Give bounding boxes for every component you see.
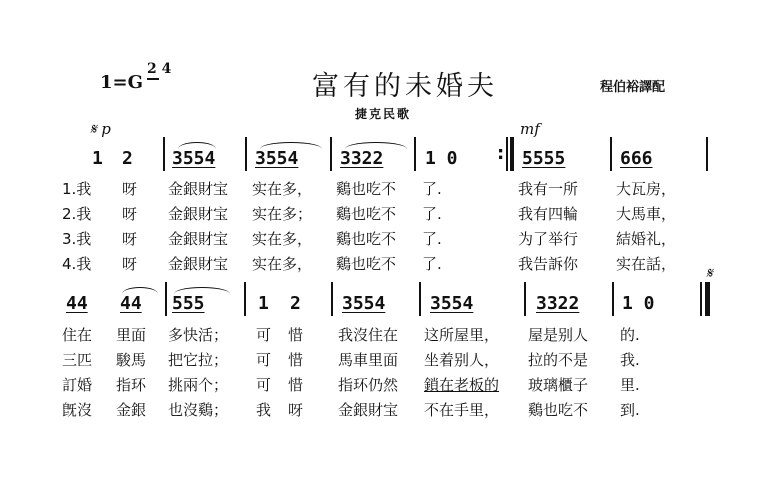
note-group: 1 xyxy=(92,148,103,169)
barline xyxy=(163,137,165,171)
repeat-dots: : xyxy=(497,143,505,164)
lyric: 为了举行 xyxy=(518,230,579,248)
lyric: 馬車里面 xyxy=(338,351,399,369)
meter-top: 2 xyxy=(147,61,157,77)
lyric: 大馬車， xyxy=(616,205,677,223)
note-group: 1 0 xyxy=(622,293,655,314)
barline xyxy=(245,137,247,171)
repeat-barline-thick xyxy=(510,137,514,171)
lyric: 呀 xyxy=(122,180,138,198)
note-group: 3554 xyxy=(255,148,299,169)
lyric: 实在話， xyxy=(616,255,677,273)
lyric: 惜 xyxy=(288,326,304,344)
time-signature xyxy=(147,61,172,77)
lyric: 大瓦房， xyxy=(616,180,677,198)
lyric: 鷄也吃不 xyxy=(336,180,397,198)
lyric: 了. xyxy=(422,255,442,273)
lyric: 坐着别人， xyxy=(424,351,500,369)
lyric: 我有一所 xyxy=(518,180,579,198)
lyric: 可 xyxy=(256,326,272,344)
note-group: 3554 xyxy=(430,293,474,314)
barline xyxy=(419,282,421,316)
note-group: 1 0 xyxy=(425,148,458,169)
lyric: 实在多， xyxy=(252,230,313,248)
barline xyxy=(331,282,333,316)
lyric: 金銀 xyxy=(116,401,147,419)
lyric: 这所屋里， xyxy=(424,326,500,344)
barline xyxy=(165,282,167,316)
lyric: 可 xyxy=(256,351,272,369)
note-group: 3322 xyxy=(340,148,384,169)
lyric: 实在多， xyxy=(252,255,313,273)
lyric: 鎖在老板的 xyxy=(424,376,500,394)
lyric: 呀 xyxy=(288,401,304,419)
slur xyxy=(174,287,230,294)
slur xyxy=(178,142,216,149)
lyric: 了. xyxy=(422,205,442,223)
final-barline-thin xyxy=(700,282,702,316)
lyric: 我有四輪 xyxy=(518,205,579,223)
song-origin: 捷克民歌 xyxy=(355,107,412,121)
barline xyxy=(706,137,708,171)
lyric: 金銀財宝 xyxy=(338,401,399,419)
lyric: 里面 xyxy=(116,326,147,344)
lyric: 結婚礼， xyxy=(616,230,677,248)
meter-bottom: 4 xyxy=(161,61,172,77)
slur xyxy=(260,142,322,149)
lyric: 鷄也吃不 xyxy=(528,401,589,419)
note-group: 1 xyxy=(258,293,269,314)
segno-mark: 𝄋 xyxy=(706,264,713,282)
lyric: 金銀財宝 xyxy=(168,205,229,223)
lyric: 指环 xyxy=(116,376,147,394)
lyric: 金銀財宝 xyxy=(168,255,229,273)
lyric: 的. xyxy=(620,326,640,344)
barline xyxy=(612,282,614,316)
lyric: 把它拉； xyxy=(168,351,229,369)
lyric: 里. xyxy=(620,376,640,394)
lyric: 指环仍然 xyxy=(338,376,399,394)
lyric: 呀 xyxy=(122,230,138,248)
lyric: 挑兩个； xyxy=(168,376,229,394)
barline xyxy=(524,282,526,316)
slur xyxy=(345,142,407,149)
repeat-barline-thin xyxy=(506,137,508,171)
lyric: 呀 xyxy=(122,255,138,273)
lyric: 金銀財宝 xyxy=(168,230,229,248)
note-group: 2 xyxy=(290,293,301,314)
barline xyxy=(244,282,246,316)
lyric: 玻璃櫃子 xyxy=(528,376,589,394)
lyric: 实在多， xyxy=(252,180,313,198)
song-title: 富有的未婚夫 xyxy=(312,71,498,102)
key-signature: 1=G xyxy=(100,72,143,93)
lyric: 我沒住在 xyxy=(338,326,399,344)
lyric: 住在 xyxy=(62,326,93,344)
lyric: 鷄也吃不 xyxy=(336,230,397,248)
lyric: 1.我 xyxy=(62,180,92,198)
barline xyxy=(414,137,416,171)
lyric: 实在多； xyxy=(252,205,313,223)
arranger-credit: 程伯裕譯配 xyxy=(600,80,666,95)
note-group: 44 xyxy=(66,293,88,314)
lyric: 三匹 xyxy=(62,351,93,369)
lyric: 不在手里， xyxy=(424,401,500,419)
note-group: 3554 xyxy=(342,293,386,314)
note-group: 666 xyxy=(620,148,653,169)
slur xyxy=(122,287,158,294)
final-barline-thick xyxy=(705,282,710,316)
lyric: 金銀財宝 xyxy=(168,180,229,198)
lyric: 4.我 xyxy=(62,255,92,273)
lyric: 了. xyxy=(422,230,442,248)
lyric: 惜 xyxy=(288,351,304,369)
lyric: 了. xyxy=(422,180,442,198)
lyric: 呀 xyxy=(122,205,138,223)
note-group: 2 xyxy=(122,148,133,169)
mezzo-forte-mark: mf xyxy=(520,120,540,138)
lyric: 拉的不是 xyxy=(528,351,589,369)
note-group: 5555 xyxy=(522,148,566,169)
lyric: 可 xyxy=(256,376,272,394)
lyric: 鷄也吃不 xyxy=(336,205,397,223)
note-group: 44 xyxy=(120,293,142,314)
lyric: 也沒鷄； xyxy=(168,401,229,419)
lyric: 多快活； xyxy=(168,326,229,344)
lyric: 到. xyxy=(620,401,640,419)
lyric: 訂婚 xyxy=(62,376,93,394)
note-group: 3322 xyxy=(536,293,580,314)
lyric: 鷄也吃不 xyxy=(336,255,397,273)
lyric: 惜 xyxy=(288,376,304,394)
lyric: 3.我 xyxy=(62,230,92,248)
barline xyxy=(330,137,332,171)
segno-piano-mark: 𝄋 p xyxy=(90,120,111,138)
lyric: 2.我 xyxy=(62,205,92,223)
lyric: 我 xyxy=(256,401,272,419)
note-group: 3554 xyxy=(172,148,216,169)
lyric: 駿馬 xyxy=(116,351,147,369)
lyric: 我. xyxy=(620,351,640,369)
lyric: 屋是别人 xyxy=(528,326,589,344)
lyric: 旣沒 xyxy=(62,401,93,419)
barline xyxy=(610,137,612,171)
lyric: 我告訴你 xyxy=(518,255,579,273)
note-group: 555 xyxy=(172,293,205,314)
